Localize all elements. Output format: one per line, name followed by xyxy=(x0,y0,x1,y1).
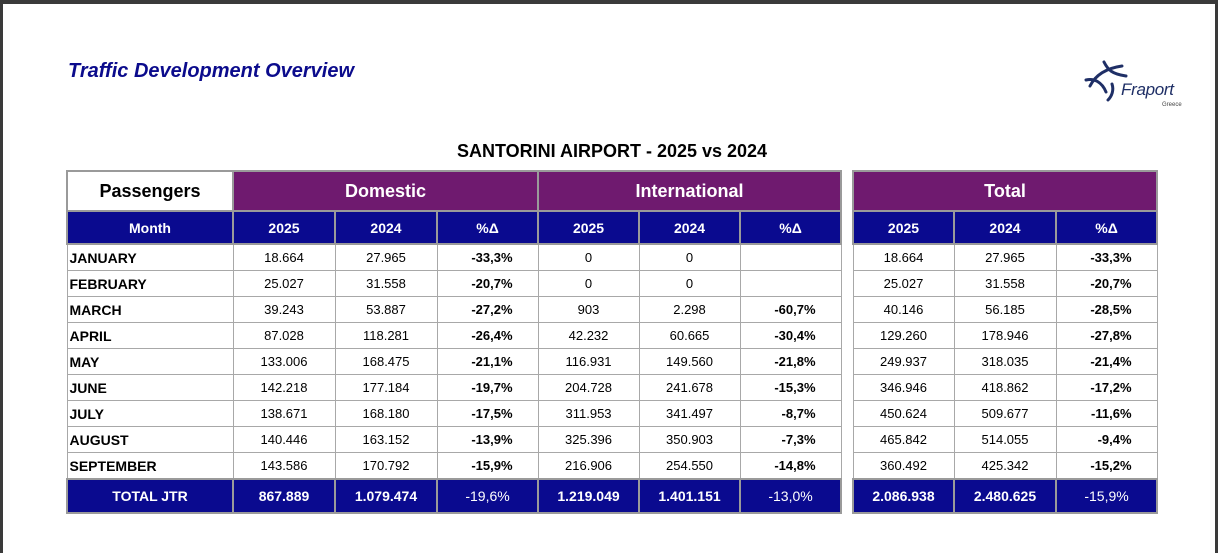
table-row xyxy=(853,297,1157,323)
total-2024-header: 2024 xyxy=(954,211,1056,244)
dom-pct-cell: -17,5% xyxy=(437,401,538,427)
page-title: Traffic Development Overview xyxy=(68,60,355,82)
total-2024-cell: 178.946 xyxy=(954,323,1056,349)
dom-pct-header: %Δ xyxy=(437,211,538,244)
dom-pct-cell: -13,9% xyxy=(437,427,538,453)
table-row xyxy=(67,297,841,323)
table-row xyxy=(853,427,1157,453)
dom-2024-cell: 168.180 xyxy=(335,401,437,427)
intl-2024-total: 1.401.151 xyxy=(639,479,740,513)
intl-2025-cell: 311.953 xyxy=(538,401,639,427)
total-2024-cell: 56.185 xyxy=(954,297,1056,323)
total-pct-header: %Δ xyxy=(1056,211,1157,244)
table-row xyxy=(67,427,841,453)
intl-2024-cell: 60.665 xyxy=(639,323,740,349)
dom-pct-cell: -19,7% xyxy=(437,375,538,401)
intl-2025-cell: 903 xyxy=(538,297,639,323)
table-row xyxy=(67,271,841,297)
total-table xyxy=(852,170,1158,514)
total-pct-cell: -33,3% xyxy=(1056,244,1157,271)
intl-pct-header: %Δ xyxy=(740,211,841,244)
total-2025-cell: 249.937 xyxy=(853,349,954,375)
dom-2025-cell: 87.028 xyxy=(233,323,335,349)
table-row xyxy=(853,271,1157,297)
logo-brand: Fraport xyxy=(1121,80,1174,99)
intl-2025-cell: 325.396 xyxy=(538,427,639,453)
logo-subtext: Greece xyxy=(1162,102,1182,108)
dom-2025-cell: 18.664 xyxy=(233,244,335,271)
table-row xyxy=(67,375,841,401)
total-pct-cell: -9,4% xyxy=(1056,427,1157,453)
dom-2025-cell: 140.446 xyxy=(233,427,335,453)
totals-label: TOTAL JTR xyxy=(67,479,233,513)
total-pct-cell: -15,2% xyxy=(1056,453,1157,480)
intl-2025-cell: 0 xyxy=(538,244,639,271)
intl-pct-cell: -14,8% xyxy=(740,453,841,480)
dom-2025-cell: 143.586 xyxy=(233,453,335,480)
intl-pct-total: -13,0% xyxy=(740,479,841,513)
intl-pct-cell: -15,3% xyxy=(740,375,841,401)
intl-pct-cell: -60,7% xyxy=(740,297,841,323)
total-2025-cell: 465.842 xyxy=(853,427,954,453)
table-row xyxy=(853,323,1157,349)
intl-2024-header: 2024 xyxy=(639,211,740,244)
total-2024-cell: 425.342 xyxy=(954,453,1056,480)
dom-2024-cell: 163.152 xyxy=(335,427,437,453)
intl-2024-cell: 241.678 xyxy=(639,375,740,401)
intl-pct-cell: -21,8% xyxy=(740,349,841,375)
dom-2024-cell: 53.887 xyxy=(335,297,437,323)
dom-2024-cell: 170.792 xyxy=(335,453,437,480)
fraport-logo xyxy=(1082,56,1192,116)
table-row xyxy=(67,453,841,480)
dom-2024-cell: 168.475 xyxy=(335,349,437,375)
intl-pct-cell: -7,3% xyxy=(740,427,841,453)
dom-pct-cell: -21,1% xyxy=(437,349,538,375)
total-2025-header: 2025 xyxy=(853,211,954,244)
total-2025-cell: 40.146 xyxy=(853,297,954,323)
month-cell: JUNE xyxy=(67,375,233,401)
intl-2025-header: 2025 xyxy=(538,211,639,244)
dom-pct-cell: -33,3% xyxy=(437,244,538,271)
total-2024-cell: 509.677 xyxy=(954,401,1056,427)
intl-2024-cell: 0 xyxy=(639,244,740,271)
total-2025-cell: 450.624 xyxy=(853,401,954,427)
dom-2025-cell: 138.671 xyxy=(233,401,335,427)
intl-2025-cell: 42.232 xyxy=(538,323,639,349)
intl-2024-cell: 254.550 xyxy=(639,453,740,480)
dom-2024-cell: 118.281 xyxy=(335,323,437,349)
dom-2025-cell: 25.027 xyxy=(233,271,335,297)
table-row xyxy=(67,244,841,271)
total-2025-cell: 346.946 xyxy=(853,375,954,401)
totals-row xyxy=(67,479,841,513)
total-pct-cell: -11,6% xyxy=(1056,401,1157,427)
intl-pct-cell xyxy=(740,244,841,271)
dom-2025-cell: 39.243 xyxy=(233,297,335,323)
intl-2025-total: 1.219.049 xyxy=(538,479,639,513)
total-2025-cell: 18.664 xyxy=(853,244,954,271)
intl-2024-cell: 341.497 xyxy=(639,401,740,427)
total-pct-total: -15,9% xyxy=(1056,479,1157,513)
dom-pct-cell: -20,7% xyxy=(437,271,538,297)
dom-2025-total: 867.889 xyxy=(233,479,335,513)
intl-pct-cell: -8,7% xyxy=(740,401,841,427)
total-2025-total: 2.086.938 xyxy=(853,479,954,513)
table-row xyxy=(853,349,1157,375)
table-row xyxy=(853,401,1157,427)
intl-2024-cell: 0 xyxy=(639,271,740,297)
intl-pct-cell xyxy=(740,271,841,297)
intl-2024-cell: 350.903 xyxy=(639,427,740,453)
table-row xyxy=(853,375,1157,401)
total-pct-cell: -17,2% xyxy=(1056,375,1157,401)
month-cell: FEBRUARY xyxy=(67,271,233,297)
table-title: SANTORINI AIRPORT - 2025 vs 2024 xyxy=(456,141,768,161)
totals-row xyxy=(853,479,1157,513)
month-cell: JULY xyxy=(67,401,233,427)
table-row xyxy=(853,244,1157,271)
intl-2025-cell: 204.728 xyxy=(538,375,639,401)
total-2024-total: 2.480.625 xyxy=(954,479,1056,513)
total-pct-cell: -28,5% xyxy=(1056,297,1157,323)
intl-2025-cell: 116.931 xyxy=(538,349,639,375)
intl-2024-cell: 2.298 xyxy=(639,297,740,323)
month-cell: JANUARY xyxy=(67,244,233,271)
month-cell: MARCH xyxy=(67,297,233,323)
total-2025-cell: 129.260 xyxy=(853,323,954,349)
left-border xyxy=(0,0,3,553)
total-2024-cell: 514.055 xyxy=(954,427,1056,453)
table-row xyxy=(67,401,841,427)
dom-pct-cell: -26,4% xyxy=(437,323,538,349)
total-2024-cell: 318.035 xyxy=(954,349,1056,375)
dom-pct-cell: -27,2% xyxy=(437,297,538,323)
intl-2025-cell: 0 xyxy=(538,271,639,297)
total-pct-cell: -21,4% xyxy=(1056,349,1157,375)
dom-2025-cell: 133.006 xyxy=(233,349,335,375)
total-2025-cell: 360.492 xyxy=(853,453,954,480)
total-2024-cell: 31.558 xyxy=(954,271,1056,297)
dom-2024-cell: 27.965 xyxy=(335,244,437,271)
dom-2025-cell: 142.218 xyxy=(233,375,335,401)
table-row xyxy=(853,453,1157,480)
passenger-table xyxy=(66,170,842,514)
dom-pct-total: -19,6% xyxy=(437,479,538,513)
table-row xyxy=(67,349,841,375)
total-pct-cell: -27,8% xyxy=(1056,323,1157,349)
intl-2025-cell: 216.906 xyxy=(538,453,639,480)
month-cell: MAY xyxy=(67,349,233,375)
total-2025-cell: 25.027 xyxy=(853,271,954,297)
total-header: Total xyxy=(853,171,1157,211)
dom-2024-total: 1.079.474 xyxy=(335,479,437,513)
total-2024-cell: 418.862 xyxy=(954,375,1056,401)
passengers-header: Passengers xyxy=(67,171,233,211)
intl-2024-cell: 149.560 xyxy=(639,349,740,375)
month-cell: APRIL xyxy=(67,323,233,349)
dom-2024-header: 2024 xyxy=(335,211,437,244)
international-header: International xyxy=(538,171,841,211)
month-cell: SEPTEMBER xyxy=(67,453,233,480)
month-cell: AUGUST xyxy=(67,427,233,453)
dom-pct-cell: -15,9% xyxy=(437,453,538,480)
table-row xyxy=(67,323,841,349)
intl-pct-cell: -30,4% xyxy=(740,323,841,349)
domestic-header: Domestic xyxy=(233,171,538,211)
top-border xyxy=(0,0,1218,4)
month-header: Month xyxy=(67,211,233,244)
total-2024-cell: 27.965 xyxy=(954,244,1056,271)
total-pct-cell: -20,7% xyxy=(1056,271,1157,297)
dom-2024-cell: 177.184 xyxy=(335,375,437,401)
dom-2025-header: 2025 xyxy=(233,211,335,244)
dom-2024-cell: 31.558 xyxy=(335,271,437,297)
